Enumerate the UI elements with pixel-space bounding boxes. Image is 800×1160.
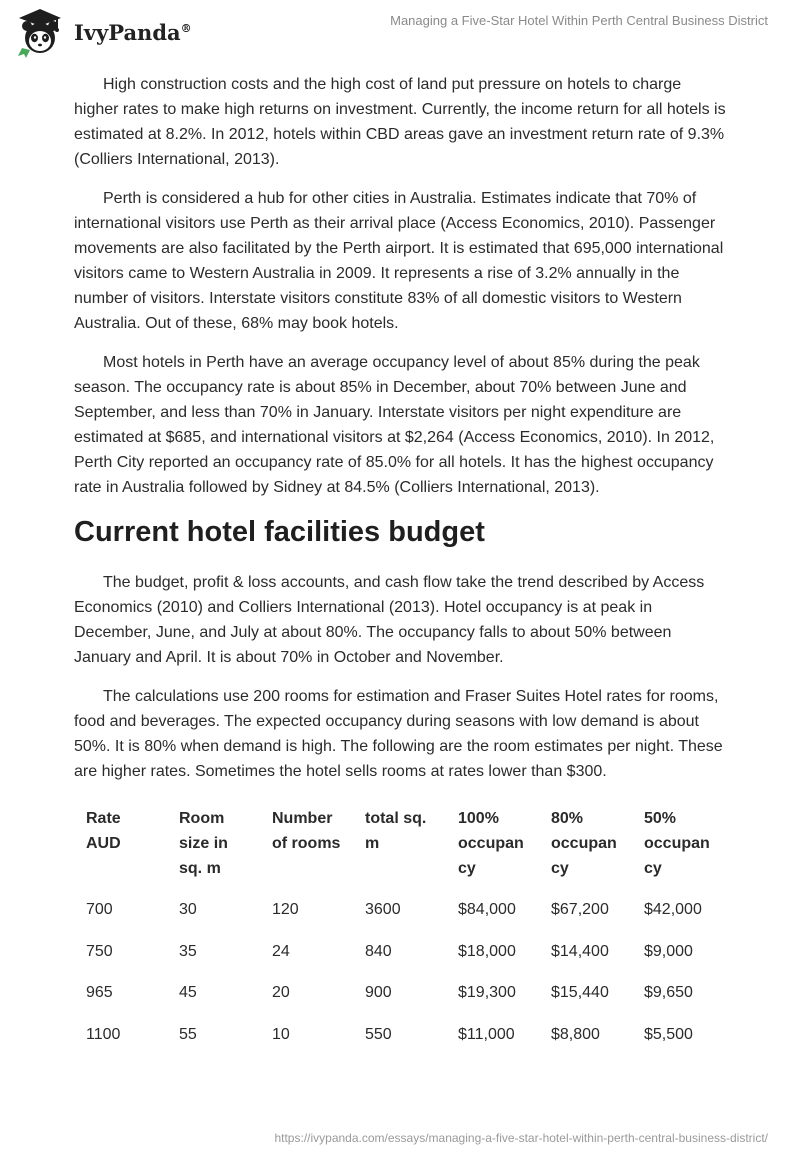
table-cell: $67,200 [551,901,609,918]
table-cell: $84,000 [458,901,516,918]
column-header: 100% occupancy [458,810,524,877]
paragraph: High construction costs and the high cost of land put pressure on hotels to charge higher rates to make high returns on investment. Currently, the income return for all hotels is estimated at 8.2%. In 2012, hotels within CBD areas gave an investment return rate of 9.3% (Colliers International, 2013). [74,76,726,168]
paragraph: The budget, profit & loss accounts, and cash flow take the trend described by Access Economics (2010) and Colliers International (2013). Hotel occupancy is at peak in December, June, and July at about 80%. The occupancy falls to about 50% between January and April. It is about 70% in October and November. [74,574,705,666]
table-cell: 550 [365,1025,392,1043]
table-row [74,1014,725,1056]
paragraph: The calculations use 200 rooms for estimation and Fraser Suites Hotel rates for rooms, food and beverages. The expected occupancy during seasons with low demand is about 50%. It is 80% when demand is high. The following are the room estimates per night. These are higher rates. Sometimes the hotel sells rooms at rates lower than $300. [74,688,723,780]
column-header: Room size in sq. m [179,810,228,877]
ivypanda-logo[interactable] [14,6,192,58]
column-header: 50% occupancy [644,810,710,877]
table-cell: $14,400 [551,942,609,960]
paragraph: Perth is considered a hub for other cities in Australia. Estimates indicate that 70% of international visitors use Perth as their arrival place (Access Economics, 2010). Passenger movements are also facilitated by the Perth airport. It is estimated that 695,000 international visitors came to Western Australia in 2009. It represents a rise of 3.2% annually in the number of visitors. Interstate visitors constitute 83% of all domestic visitors to Western Australia. Out of these, 68% may book hotels. [74,190,724,332]
table-cell: 700 [86,901,113,918]
table-cell: 965 [86,984,113,1001]
table-cell: 1100 [86,1025,121,1043]
table-cell: 900 [365,984,392,1001]
table-cell: 3600 [365,901,401,918]
table-row [74,972,725,1014]
table-cell: 55 [179,1025,197,1043]
table-header-row [74,798,725,889]
table-cell: $9,650 [644,984,693,1001]
room-estimates-table [74,798,725,1055]
table-cell: $8,800 [551,1025,600,1043]
page-header [0,0,800,70]
source-url[interactable]: https://ivypanda.com/essays/managing-a-five-star-hotel-within-perth-central-business-district/ [274,1131,768,1145]
table-cell: 24 [272,942,290,960]
table-cell: 45 [179,984,197,1001]
table-cell: $5,500 [644,1025,693,1043]
column-header: Rate AUD [86,810,121,852]
table-cell: 840 [365,942,392,960]
table-cell: $15,440 [551,984,609,1001]
table-cell: 750 [86,942,113,960]
panda-graduate-icon [14,6,66,58]
section-heading: Current hotel facilities budget [74,516,485,548]
column-header: 80% occupancy [551,810,617,877]
table-cell: $19,300 [458,984,516,1001]
table-cell: 20 [272,984,290,1001]
column-header: total sq. m [365,810,427,852]
logo-wordmark: IvyPanda® [74,19,192,45]
table-cell: $42,000 [644,901,702,918]
table-cell: $9,000 [644,942,693,960]
table-cell: 35 [179,942,197,960]
table-row [74,889,725,931]
table-cell: 10 [272,1025,290,1043]
column-header: Number of rooms [272,810,341,852]
table-cell: $18,000 [458,942,516,960]
document-running-title: Managing a Five-Star Hotel Within Perth Central Business District [390,13,768,28]
essay-body [74,72,726,1055]
table-row [74,931,725,973]
paragraph: Most hotels in Perth have an average occupancy level of about 85% during the peak season. The occupancy rate is about 85% in December, about 70% between June and September, and less than 70% in January. Interstate visitors per night expenditure are estimated at $685, and international visitors at $2,264 (Access Economics, 2010). In 2012, Perth City reported an occupancy rate of 85.0% for all hotels. It has the highest occupancy rate in Australia followed by Sidney at 84.5% (Colliers International, 2013). [74,354,715,496]
table-cell: 120 [272,901,299,918]
table-cell: 30 [179,901,197,918]
table-cell: $11,000 [458,1025,515,1043]
